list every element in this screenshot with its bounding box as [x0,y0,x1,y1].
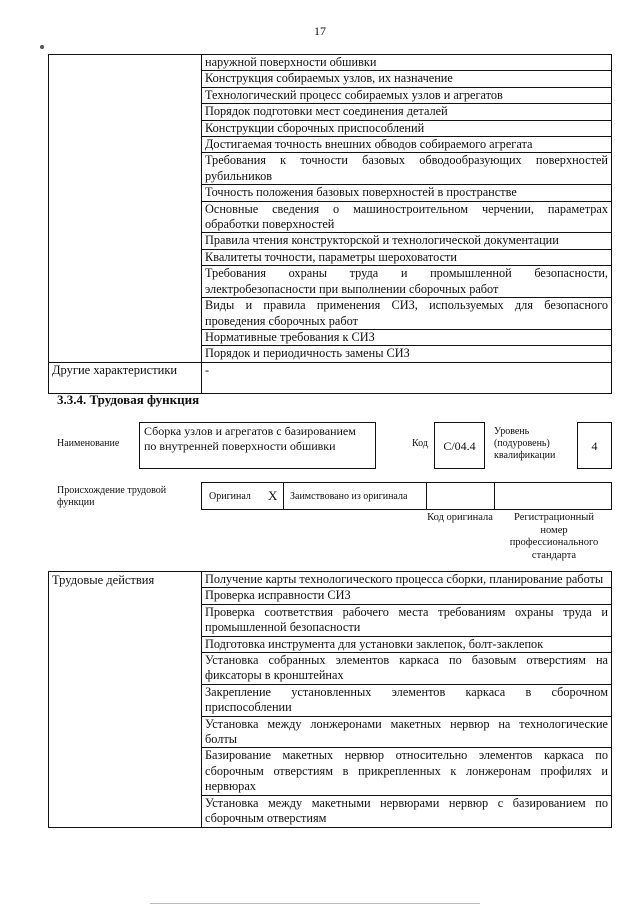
scan-artifact-dot [40,45,44,49]
origin-label: Происхождение трудовой функции [57,485,167,508]
table-cell: Порядок подготовки мест соединения деталей [202,104,612,120]
empty-label-cell [49,55,202,363]
origin-divider [426,483,427,509]
table-cell: Требования охраны труда и промышленной безопасности, электробезопасности при выполнении сборочных работ [202,266,612,298]
code-origin-caption: Код оригинала [427,512,493,523]
table-cell: Конструкция собираемых узлов, их назначение [202,71,612,87]
table-cell: Закрепление установленных элементов каркаса в сборочном приспособлении [202,684,612,716]
other-characteristics-value: - [202,362,612,393]
origin-divider [494,483,495,509]
table-cell: Установка между макетными нервюрами нервюр с базированием по сборочным отверстиям [202,795,612,827]
table-cell: Основные сведения о машиностроительном черчении, параметрах обработки поверхностей [202,201,612,233]
labor-actions-table [48,571,612,828]
table-cell: Технологический процесс собираемых узлов и агрегатов [202,87,612,103]
table-row [49,572,612,588]
table-row [49,55,612,71]
origin-box [201,482,612,510]
level-box [577,422,612,469]
level-value: 4 [591,439,598,453]
level-label: Уровень (подуровень) квалификации [494,426,556,461]
origin-divider [283,483,284,509]
table-cell: Требования к точности базовых обводообразующих поверхностей рубильников [202,153,612,185]
table-cell: Проверка соответствия рабочего места требованиям охраны труда и промышленной безопасности [202,604,612,636]
table-cell: Виды и правила применения СИЗ, используемых для безопасного проведения сборочных работ [202,298,612,330]
page-number: 17 [314,24,326,38]
knowledge-table [48,54,612,394]
table-cell: Подготовка инструмента для установки заклепок, болт-заклепок [202,636,612,652]
code-value: С/04.4 [443,439,476,453]
code-label: Код [412,438,428,449]
table-cell: Точность положения базовых поверхностей в пространстве [202,185,612,201]
original-mark: X [268,488,278,503]
original-label: Оригинал [209,491,251,502]
table-cell: Конструкции сборочных приспособлений [202,120,612,136]
table-row [49,362,612,393]
table-cell: Правила чтения конструкторской и технологической документации [202,233,612,249]
table-cell: наружной поверхности обшивки [202,55,612,71]
scan-artifact-line [150,903,480,904]
table-cell: Нормативные требования к СИЗ [202,329,612,345]
table-cell: Получение карты технологического процесса сборки, планирование работы [202,572,612,588]
labor-actions-label: Трудовые действия [49,572,202,828]
name-label: Наименование [57,438,120,449]
function-name-box [139,422,376,469]
registration-caption: Регистрационный номер профессионального стандарта [509,512,599,561]
table-cell: Установка между лонжеронами макетных нервюр на технологические болты [202,716,612,748]
table-cell: Квалитеты точности, параметры шероховатости [202,249,612,265]
code-box [434,422,485,469]
section-title: 3.3.4. Трудовая функция [57,392,200,407]
borrowed-label: Заимствовано из оригинала [290,491,408,502]
table-cell: Порядок и периодичность замены СИЗ [202,346,612,362]
other-characteristics-label: Другие характеристики [49,362,202,393]
function-name-value: Сборка узлов и агрегатов с базированием по внутренней поверхности обшивки [144,424,356,453]
table-cell: Достигаемая точность внешних обводов собираемого агрегата [202,137,612,153]
table-cell: Установка собранных элементов каркаса по базовым отверстиям на фиксаторы в кронштейнах [202,653,612,685]
table-cell: Проверка исправности СИЗ [202,588,612,604]
table-cell: Базирование макетных нервюр относительно элементов каркаса по сборочным отверстиям в прикрепленных к лонжеронам профилях и нервюрах [202,748,612,795]
